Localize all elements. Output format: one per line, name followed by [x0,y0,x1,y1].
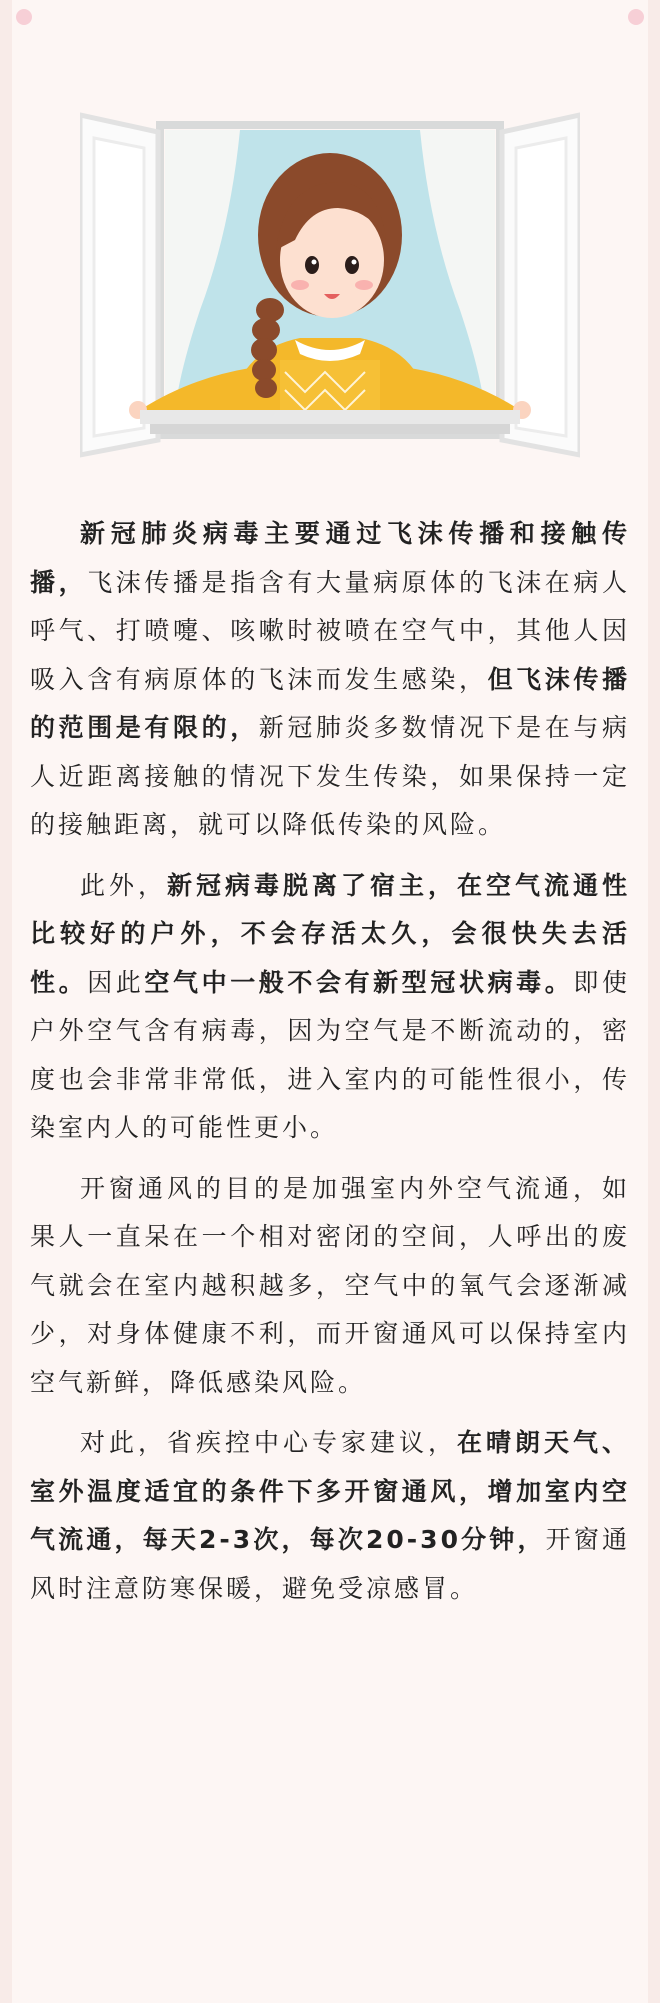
text-run: 因此 [87,967,145,997]
bold-text: 新冠病毒脱离了宿主，在空气流通性比较好的户外，不会存活太久，会很快失去活性。 [30,870,630,997]
text-run: 此外， [80,870,167,900]
text-run: 开窗通风时注意防寒保暖，避免受凉感冒。 [30,1525,630,1603]
paragraph [30,1419,630,1613]
decorative-dot-right [628,9,644,25]
bold-text: 在晴朗天气、室外温度适宜的条件下多开窗通风，增加室内空气流通，每天2-3次，每次20-30分钟， [30,1428,630,1554]
left-border [0,0,12,2003]
decorative-dot-left [16,9,32,25]
bold-text: 新冠肺炎病毒主要通过飞沫传播和接触传播， [30,519,630,597]
bold-text: 空气中一般不会有新型冠状病毒。 [144,967,574,997]
article-body [30,510,630,1625]
text-run: 新冠肺炎多数情况下是在与病人近距离接触的情况下发生传染，如果保持一定的接触距离，就可以降低传染的风险。 [30,713,630,839]
paragraph [30,510,630,850]
girl-at-window-illustration [80,110,580,470]
paragraph [30,862,630,1153]
right-border [648,0,660,2003]
text-run: 开窗通风的目的是加强室内外空气流通，如果人一直呆在一个相对密闭的空间，人呼出的废气就会在室内越积越多，空气中的氧气会逐渐减少，对身体健康不利，而开窗通风可以保持室内空气新鲜，降低感染风险。 [30,1173,630,1397]
bold-text: 但飞沫传播的范围是有限的， [30,664,630,742]
text-run: 即使户外空气含有病毒，因为空气是不断流动的，密度也会非常非常低，进入室内的可能性很小，传染室内人的可能性更小。 [30,967,630,1142]
text-run: 飞沫传播是指含有大量病原体的飞沫在病人呼气、打喷嚏、咳嗽时被喷在空气中，其他人因吸入含有病原体的飞沫而发生感染， [30,567,630,694]
text-run: 对此，省疾控中心专家建议， [80,1428,457,1457]
paragraph [30,1165,630,1408]
